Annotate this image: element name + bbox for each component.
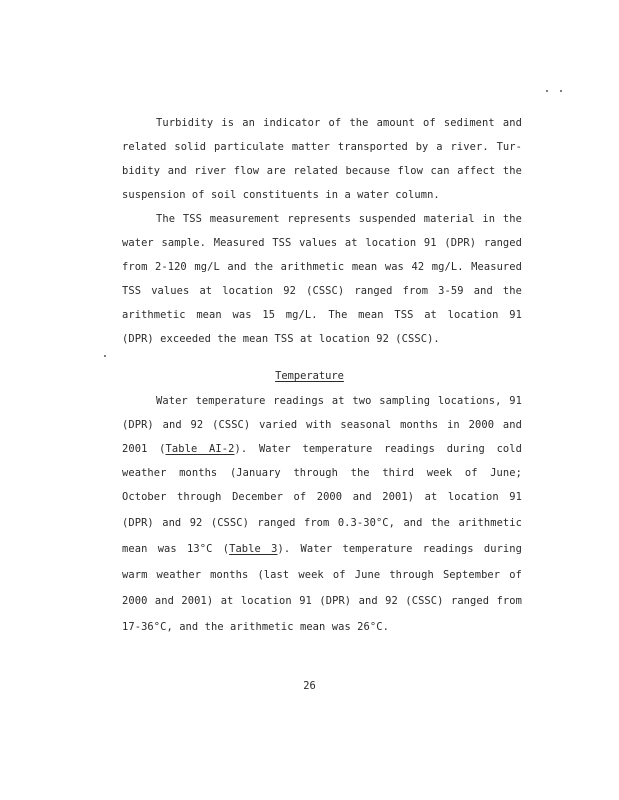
temperature-line-10: 17-36°C, and the arithmetic mean was 26°C.: [122, 621, 389, 633]
scan-speck: [104, 355, 106, 357]
tss-line-1: The TSS measurement represents suspended material in the: [156, 213, 522, 225]
temperature-line-8: warm weather months (last week of June through September of: [122, 569, 522, 581]
section-heading-temperature: [0, 369, 619, 383]
temperature-line-3-end: ). Water temperature readings during cold: [234, 443, 522, 455]
temperature-line-4: weather months (January through the third week of June;: [122, 467, 522, 479]
turbidity-line-3: bidity and river flow are related because flow can affect the: [122, 165, 522, 177]
temperature-line-6: (DPR) and 92 (CSSC) ranged from 0.3-30°C, and the arithmetic: [122, 517, 522, 529]
temperature-line-2: (DPR) and 92 (CSSC) varied with seasonal months in 2000 and: [122, 419, 522, 431]
tss-line-6: (DPR) exceeded the mean TSS at location 92 (CSSC).: [122, 333, 440, 345]
table-ai-2-reference: Table AI-2: [165, 443, 235, 455]
scan-speck: [546, 90, 548, 92]
tss-line-5: arithmetic mean was 15 mg/L. The mean TSS at location 91: [122, 309, 522, 321]
temperature-line-7: [122, 542, 522, 556]
temperature-line-7-start: mean was 13°C (: [122, 543, 230, 555]
turbidity-line-1: Turbidity is an indicator of the amount of sediment and: [156, 117, 522, 129]
temperature-line-3-start: 2001 (: [122, 443, 166, 455]
scan-speck: [560, 90, 562, 92]
table-3-reference: Table 3: [229, 543, 278, 555]
temperature-line-5: October through December of 2000 and 2001) at location 91: [122, 491, 522, 503]
tss-line-3: from 2-120 mg/L and the arithmetic mean was 42 mg/L. Measured: [122, 261, 522, 273]
tss-line-2: water sample. Measured TSS values at location 91 (DPR) ranged: [122, 237, 522, 249]
page-number: 26: [303, 680, 316, 692]
turbidity-line-4: suspension of soil constituents in a water column.: [122, 189, 440, 201]
turbidity-line-2: related solid particulate matter transported by a river. Tur-: [122, 141, 522, 153]
temperature-line-3: [122, 442, 522, 456]
section-heading-text: Temperature: [275, 370, 344, 382]
temperature-line-7-end: ). Water temperature readings during: [277, 543, 522, 555]
temperature-line-9: 2000 and 2001) at location 91 (DPR) and 92 (CSSC) ranged from: [122, 595, 522, 607]
temperature-line-1: Water temperature readings at two sampling locations, 91: [156, 395, 522, 407]
tss-line-4: TSS values at location 92 (CSSC) ranged from 3-59 and the: [122, 285, 522, 297]
